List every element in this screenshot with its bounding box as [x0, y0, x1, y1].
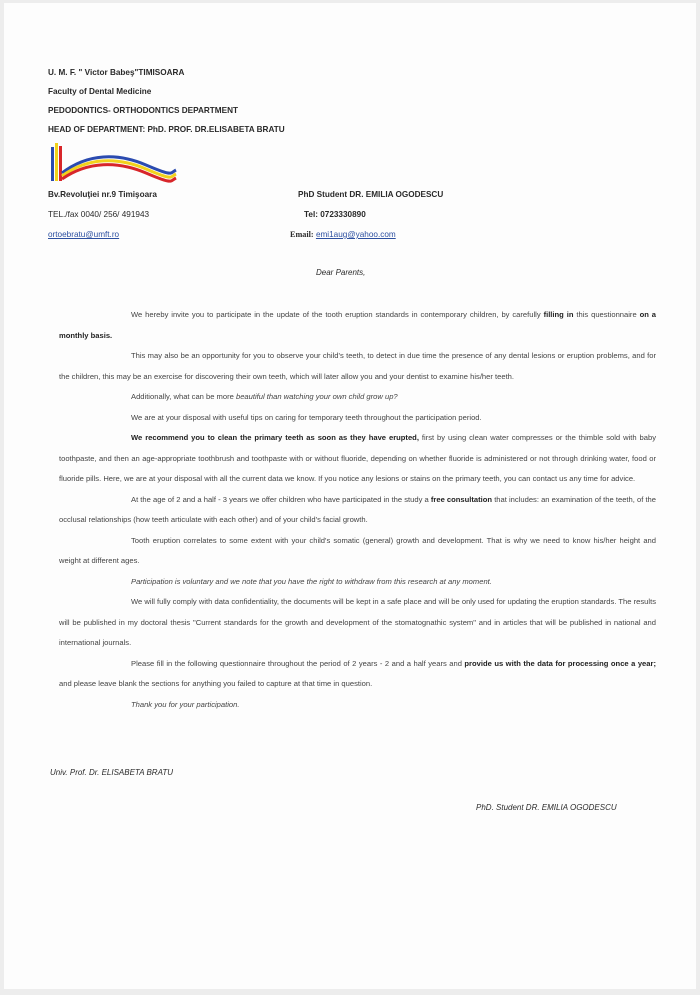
signature-left: Univ. Prof. Dr. ELISABETA BRATU	[50, 768, 173, 777]
header-head: HEAD OF DEPARTMENT: PhD. PROF. DR.ELISABETA BRATU	[48, 125, 285, 134]
paragraph-disposal: We are at your disposal with useful tips on caring for temporary teeth throughout the participation period.	[131, 412, 482, 422]
paragraph-thanks: Thank you for your participation.	[131, 699, 240, 709]
student-phone: Tel: 0723330890	[304, 210, 366, 219]
paragraph-instructions: Please fill in the following questionnaire throughout the period of 2 years - 2 and a half years and provide us with the data for processing once a year; and please leave blank the sections for anything you failed to capture at that time in question.	[59, 658, 656, 688]
email-link-student[interactable]: emi1aug@yahoo.com	[315, 230, 396, 239]
paragraph-opportunity: This may also be an opportunity for you to observe your child's teeth, to detect in due time the presence of any dental lesions or eruption problems, and for the children, this may be an exercise for discovering their own teeth, which will later allow you and your dentist to examine his/her teeth.	[59, 351, 656, 381]
letter-page	[4, 3, 696, 989]
signature-right: PhD. Student DR. EMILIA OGODESCU	[476, 803, 617, 812]
header-faculty: Faculty of Dental Medicine	[48, 87, 152, 96]
address: Bv.Revoluţiei nr.9 Timişoara	[48, 190, 157, 199]
email-label: Email:	[290, 230, 314, 239]
paragraph-consultation: At the age of 2 and a half - 3 years we offer children who have participated in the study a free consultation that includes: an examination of the teeth, of the occlusal relationships (how teeth articulate with each other) and of your child's facial growth.	[59, 494, 657, 524]
email-link-department[interactable]: ortoebratu@umft.ro	[48, 230, 120, 239]
header-university: U. M. F. " Victor Babeş"TIMISOARA	[48, 68, 185, 77]
header-department: PEDODONTICS- ORTHODONTICS DEPARTMENT	[48, 106, 238, 115]
paragraph-recommend: We recommend you to clean the primary teeth as soon as they have erupted, first by using clean water compresses or the thimble sold with baby toothpaste, and then an age-appropriate toothbrush and toothpaste with or without fluoride, depending on whether fluoride is administered or not through drinking water, food or fluoride pills. Here, we are at your disposal with all the current data we know. If you notice any lesions or stains on the primary teeth, you can contact us any time for advice.	[59, 433, 656, 483]
paragraph-voluntary: Participation is voluntary and we note that you have the right to withdraw from this research at any moment.	[131, 576, 492, 586]
paragraph-confidentiality: We will fully comply with data confidentiality, the documents will be kept in a safe place and will be only used for updating the eruption standards. The results will be published in my doctoral thesis "Current standards for the growth and development of the stomatognathic system" and in articles that will be published in national and international journals.	[59, 597, 656, 647]
paragraph-growth: Tooth eruption correlates to some extent with your child's somatic (general) growth and development. That is why we need to know his/her height and weight at different ages.	[59, 535, 656, 565]
letter-body	[59, 305, 656, 715]
university-logo-icon	[48, 143, 180, 187]
paragraph-additionally: Additionally, what can be more beautiful than watching your own child grow up?	[131, 392, 398, 401]
student-name: PhD Student DR. EMILIA OGODESCU	[298, 190, 444, 199]
student-email-row	[290, 230, 396, 239]
paragraph-invite: We hereby invite you to participate in the update of the tooth eruption standards in contemporary children, by carefully filling in this questionnaire on a monthly basis.	[59, 310, 656, 340]
salutation: Dear Parents,	[316, 268, 366, 277]
phone-fax: TEL./fax 0040/ 256/ 491943	[48, 210, 150, 219]
